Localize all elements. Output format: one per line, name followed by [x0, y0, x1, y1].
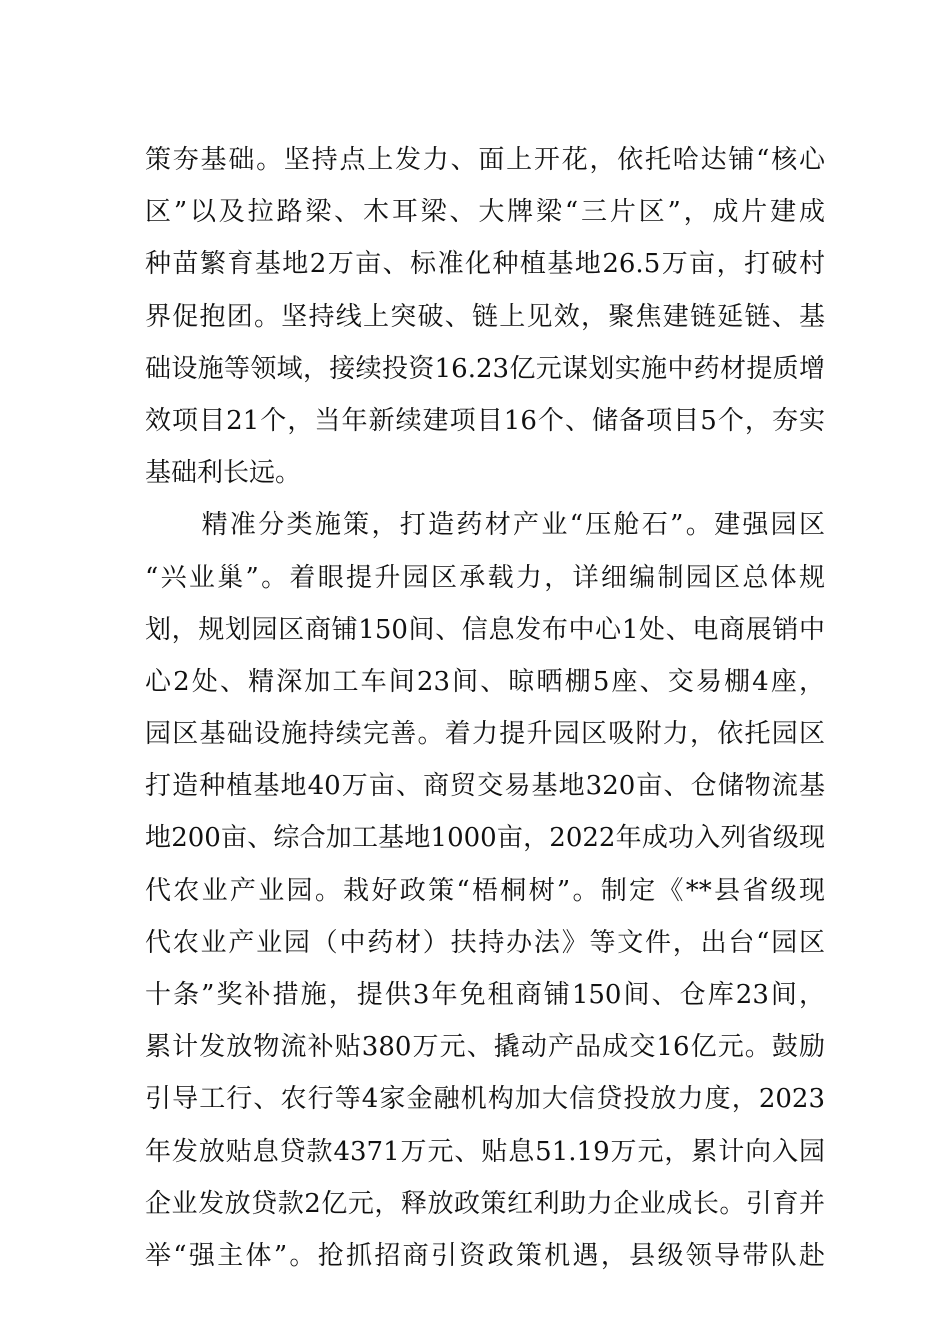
text-line: 心2处、精深加工车间23间、晾晒棚5座、交易棚4座， [145, 666, 825, 697]
text-line: 代农业产业园。栽好政策“梧桐树”。制定《**县省级现 [145, 875, 825, 906]
text-line: 年发放贴息贷款4371万元、贴息51.19万元，累计向入园 [145, 1136, 825, 1167]
text-line: 地200亩、综合加工基地1000亩，2022年成功入列省级现 [145, 823, 825, 854]
text-line: 十条”奖补措施，提供3年免租商铺150间、仓库23间， [145, 980, 825, 1010]
text-line: 园区基础设施持续完善。着力提升园区吸附力，依托园区 [145, 719, 825, 750]
text-line: 策夯基础。坚持点上发力、面上开花，依托哈达铺“核心 [145, 145, 825, 175]
text-line: 种苗繁育基地2万亩、标准化种植基地26.5万亩，打破村 [145, 249, 825, 280]
text-line: 基础利长远。 [145, 458, 302, 489]
text-line: 界促抱团。坚持线上突破、链上见效，聚焦建链延链、基 [145, 301, 825, 332]
text-line: 引导工行、农行等4家金融机构加大信贷投放力度，2023 [145, 1084, 825, 1115]
text-line: 举“强主体”。抢抓招商引资政策机遇，县级领导带队赴 [145, 1240, 825, 1271]
text-line: 精准分类施策，打造药材产业“压舱石”。建强园区 [145, 510, 825, 541]
text-line: 础设施等领域，接续投资16.23亿元谋划实施中药材提质增 [145, 353, 825, 384]
text-line: 打造种植基地40万亩、商贸交易基地320亩、仓储物流基 [145, 771, 825, 802]
text-line: 效项目21个，当年新续建项目16个、储备项目5个，夯实 [145, 405, 825, 436]
document-body [145, 134, 825, 1282]
text-line: 代农业产业园（中药材）扶持办法》等文件，出台“园区 [145, 927, 825, 958]
text-line: 累计发放物流补贴380万元、撬动产品成交16亿元。鼓励 [145, 1032, 825, 1063]
text-line: 划，规划园区商铺150间、信息发布中心1处、电商展销中 [145, 614, 825, 645]
text-line: 企业发放贷款2亿元，释放政策红利助力企业成长。引育并 [145, 1188, 825, 1219]
text-line: “兴业巢”。着眼提升园区承载力，详细编制园区总体规 [145, 562, 825, 593]
text-line: 区”以及拉路梁、木耳梁、大牌梁“三片区”，成片建成 [145, 197, 825, 228]
